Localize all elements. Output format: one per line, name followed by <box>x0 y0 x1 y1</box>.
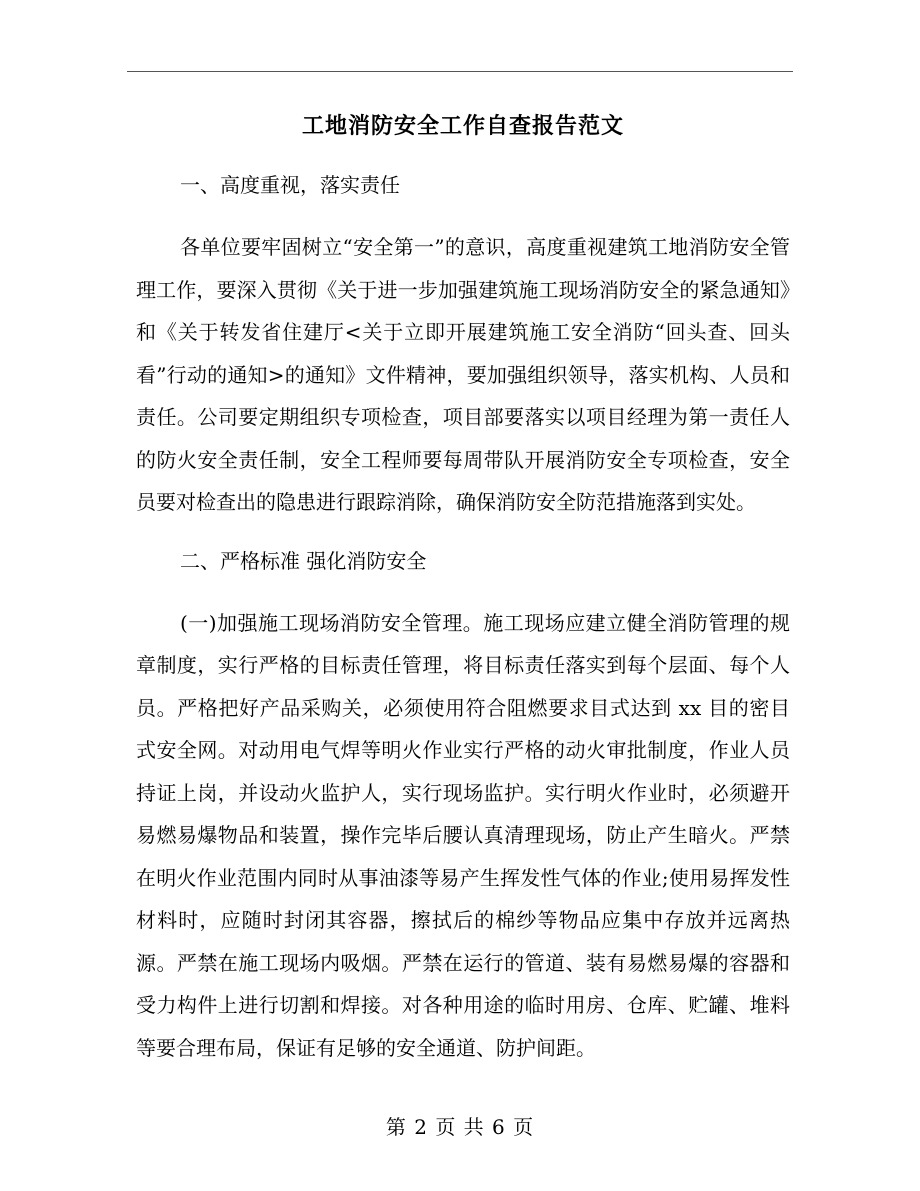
document-title: 工地消防安全工作自查报告范文 <box>301 113 624 139</box>
document-body <box>136 104 790 1069</box>
header-rule <box>127 71 793 72</box>
page-number: 第 2 页 共 6 页 <box>385 1115 535 1139</box>
section-paragraph-2: (一)加强施工现场消防安全管理。施工现场应建立健全消防管理的规章制度，实行严格的目标责任管理，将目标责任落实到每个层面、每个人员。严格把好产品采购关，必须使用符合阻燃要求目式达到 xx 目的密目式安全网。对动用电气焊等明火作业实行严格的动火审批制度，作业人员持证上岗，并设动火监护人，实行现场监护。实行明火作业时，必须避开易燃易爆物品和装置，操作完毕后腰认真清理现场，防止产生暗火。严禁在明火作业范围内同时从事油漆等易产生挥发性气体的作业;使用易挥发性材料时，应随时封闭其容器，擦拭后的棉纱等物品应集中存放并远离热源。严禁在施工现场内吸烟。严禁在运行的管道、装有易燃易爆的容器和受力构件上进行切割和焊接。对各种用途的临时用房、仓库、贮罐、堆料等要合理布局，保证有足够的安全通道、防护间距。 <box>136 610 790 1060</box>
section-heading-1: 一、高度重视，落实责任 <box>180 173 400 197</box>
section-heading-2: 二、严格标准 强化消防安全 <box>180 548 427 573</box>
section-paragraph-1: 各单位要牢固树立“安全第一”的意识，高度重视建筑工地消防安全管理工作，要深入贯彻《关于进一步加强建筑施工现场消防安全的紧急通知》和《关于转发省住建厅<关于立即开展建筑施工安全消防“回头查、回头看”行动的通知>的通知》文件精神，要加强组织领导，落实机构、人员和责任。公司要定期组织专项检查，项目部要落实以项目经理为第一责任人的防火安全责任制，安全工程师要每周带队开展消防安全专项检查，安全员要对检查出的隐患进行跟踪消除，确保消防安全防范措施落到实处。 <box>136 235 790 514</box>
